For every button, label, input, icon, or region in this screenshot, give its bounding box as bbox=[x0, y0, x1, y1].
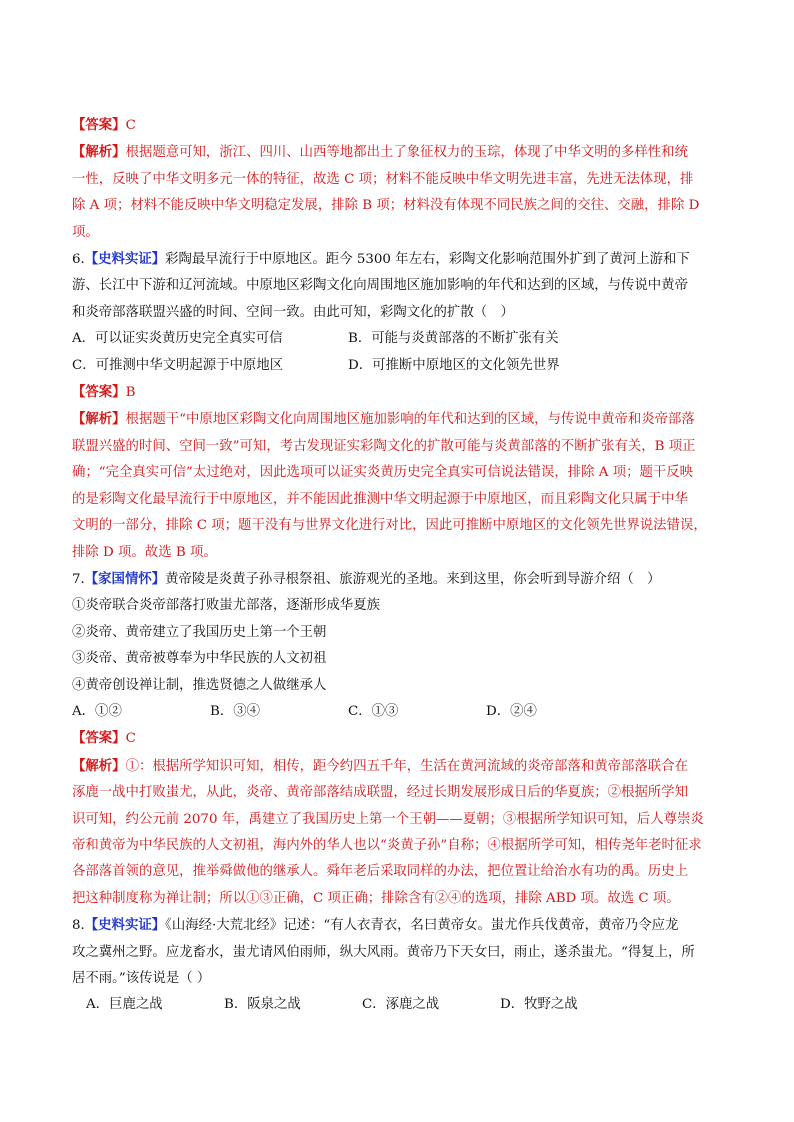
explanation-line: 根据题意可知，浙江、四川、山西等地都出土了象征权力的玉琮，体现了中华文明的多样性和统 bbox=[125, 145, 688, 161]
option-c[interactable]: C．①③ bbox=[348, 703, 399, 719]
option-a[interactable]: A．巨鹿之战 bbox=[86, 997, 163, 1013]
option-b[interactable]: B．阪泉之战 bbox=[224, 997, 301, 1013]
explanation-line: 根据题干“中原地区彩陶文化向周围地区施加影响的年代和达到的区域，与传说中黄帝和炎帝部落 bbox=[125, 412, 695, 428]
explanation-line: 把这种制度称为禅让制；所以①③正确，C 项正确；排除含有②④的选项，排除 ABD 项。故选 C 项。 bbox=[72, 890, 680, 906]
question-line: 《山海经·大荒北经》记述：“有人衣青衣，名曰黄帝女。蚩尤作兵伐黄帝，黄帝乃令应龙 bbox=[165, 918, 679, 934]
explanation-line: 一性，反映了中华文明多元一体的特征，故选 C 项；材料不能反映中华文明先进丰富，先进无法体现，排 bbox=[72, 171, 694, 187]
question-line: 攻之冀州之野。应龙畜水，蚩尤请风伯雨师，纵大风雨。黄帝乃下天女曰，雨止，遂杀蚩尤。“得复上，所 bbox=[72, 944, 695, 960]
explanation-tag: 【解析】 bbox=[72, 757, 126, 774]
explanation-line: 识可知，约公元前 2070 年，禹建立了我国历史上第一个王朝——夏朝；③根据所学知识可知，后人尊崇炎 bbox=[72, 811, 704, 827]
question-line: 游、长江中下游和辽河流域。中原地区彩陶文化向周围地区施加影响的年代和达到的区域，与传说中黄帝 bbox=[72, 278, 688, 294]
question-7 bbox=[72, 566, 732, 725]
explanation-7 bbox=[72, 753, 732, 912]
explanation-line: 项。 bbox=[72, 224, 99, 240]
answer-value: C bbox=[125, 731, 136, 747]
explanation-tag: 【解析】 bbox=[72, 144, 126, 161]
statement-item: ②炎帝、黄帝建立了我国历史上第一个王朝 bbox=[72, 624, 327, 640]
explanation-line: 涿鹿一战中打败蚩尤，从此，炎帝、黄帝部落结成联盟，经过长期发展形成日后的华夏族；②根据所学知 bbox=[72, 785, 688, 801]
option-b[interactable]: B．③④ bbox=[210, 703, 261, 719]
question-6 bbox=[72, 246, 732, 379]
explanation-line: 确；“完全真实可信”太过绝对，因此选项可以证实炎黄历史完全真实可信说法错误，排除 A 项；题干反映 bbox=[72, 465, 694, 481]
option-c[interactable]: C．可推测中华文明起源于中原地区 bbox=[72, 357, 284, 373]
options-row bbox=[72, 326, 732, 352]
question-number: 7. bbox=[72, 571, 85, 587]
options-row bbox=[72, 992, 732, 1018]
option-a[interactable]: A．可以证实炎黄历史完全真实可信 bbox=[72, 331, 283, 347]
option-a[interactable]: A．①② bbox=[72, 703, 122, 719]
question-line: 黄帝陵是炎黄子孙寻根祭祖、旅游观光的圣地。来到这里，你会听到导游介绍（ ） bbox=[165, 571, 661, 587]
question-number: 6. bbox=[72, 252, 85, 268]
question-line: 和炎帝部落联盟兴盛的时间、空间一致。由此可知，彩陶文化的扩散（ ） bbox=[72, 304, 514, 320]
statement-item: ①炎帝联合炎帝部落打败蚩尤部落，逐渐形成华夏族 bbox=[72, 598, 380, 614]
question-8 bbox=[72, 912, 732, 1019]
options-row bbox=[72, 699, 732, 725]
answer-7 bbox=[72, 725, 732, 752]
explanation-5 bbox=[72, 139, 732, 246]
explanation-line: 文明的一部分，排除 C 项；题干没有与世界文化进行对比，因此可推断中原地区的文化领先世界说法错误， bbox=[72, 518, 707, 534]
explanation-line: 的是彩陶文化最早流行于中原地区，并不能因此推测中华文明起源于中原地区，而且彩陶文化只属于中华 bbox=[72, 491, 688, 507]
option-d[interactable]: D．②④ bbox=[486, 703, 537, 719]
option-d[interactable]: D．可推断中原地区的文化领先世界 bbox=[348, 357, 560, 373]
question-tag: 【家国情怀】 bbox=[84, 570, 166, 587]
explanation-tag: 【解析】 bbox=[72, 411, 126, 428]
answer-5 bbox=[72, 112, 732, 139]
option-d[interactable]: D．牧野之战 bbox=[500, 997, 578, 1013]
answer-tag: 【答案】 bbox=[72, 117, 126, 133]
document-page bbox=[72, 112, 732, 1019]
option-b[interactable]: B．可能与炎黄部落的不断扩张有关 bbox=[348, 331, 559, 347]
question-number: 8. bbox=[72, 918, 85, 934]
answer-value: C bbox=[125, 118, 136, 133]
explanation-line: 除 A 项；材料不能反映中华文明稳定发展，排除 B 项；材料没有体现不同民族之间的交往、交融，排除 D bbox=[72, 198, 700, 214]
question-tag: 【史料实证】 bbox=[84, 251, 166, 268]
options-row bbox=[72, 353, 732, 379]
explanation-line: 帝和黄帝为中华民族的人文初祖，海内外的华人也以“炎黄子孙”自称；④根据所学可知，相传尧年老时征求 bbox=[72, 837, 702, 853]
question-line: 居不雨。”该传说是（ ） bbox=[72, 971, 211, 986]
answer-tag: 【答案】 bbox=[72, 730, 126, 747]
answer-value: B bbox=[125, 385, 136, 401]
answer-tag: 【答案】 bbox=[72, 384, 126, 401]
statement-item: ③炎帝、黄帝被尊奉为中华民族的人文初祖 bbox=[72, 651, 327, 667]
statement-item: ④黄帝创设禅让制，推选贤德之人做继承人 bbox=[72, 677, 327, 693]
option-c[interactable]: C．涿鹿之战 bbox=[362, 997, 440, 1013]
answer-6 bbox=[72, 379, 732, 406]
explanation-line: 联盟兴盛的时间、空间一致”可知，考古发现证实彩陶文化的扩散可能与炎黄部落的不断扩张有关，B 项正 bbox=[72, 438, 696, 454]
explanation-6 bbox=[72, 406, 732, 565]
explanation-line: ①：根据所学知识可知，相传，距今约四五千年，生活在黄河流域的炎帝部落和黄帝部落联合在 bbox=[125, 758, 688, 774]
explanation-line: 排除 D 项。故选 B 项。 bbox=[72, 544, 217, 560]
question-line: 彩陶最早流行于中原地区。距今 5300 年左右，彩陶文化影响范围外扩到了黄河上游和下 bbox=[165, 252, 690, 268]
question-tag: 【史料实证】 bbox=[84, 917, 166, 934]
explanation-line: 各部落首领的意见，推举舜做他的继承人。舜年老后采取同样的办法，把位置让给治水有功的禹。历史上 bbox=[72, 864, 688, 880]
